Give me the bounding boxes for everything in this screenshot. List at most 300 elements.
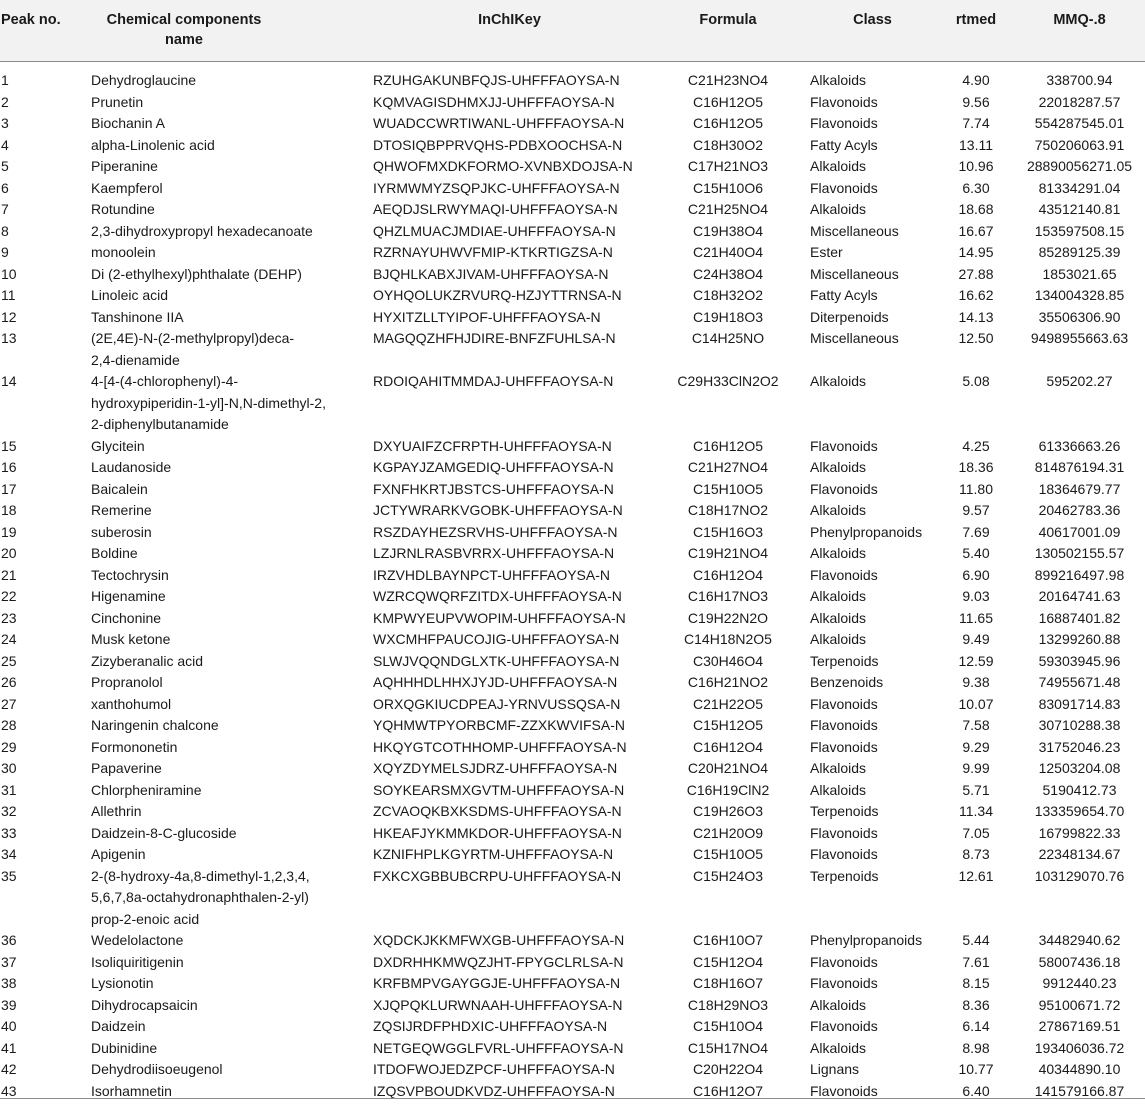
cell-chemical-name <box>91 436 145 458</box>
cell-chemical-name-line: prop-2-enoic acid <box>91 910 200 927</box>
cell-mmq: 153597508.15 <box>1034 222 1125 239</box>
table-bottom-rule <box>0 1098 1145 1099</box>
cell-class: Flavonoids <box>810 824 878 841</box>
cell-rtmed: 9.03 <box>962 588 990 604</box>
cell-chemical-name-line: Zizyberanalic acid <box>91 652 204 669</box>
cell-peak-no: 4 <box>1 136 9 153</box>
cell-formula: C19H38O4 <box>692 222 764 239</box>
cell-inchikey: OYHQOLUKZRVURQ-HZJYTTRNSA-N <box>373 287 622 303</box>
cell-chemical-name-line: Dehydroglaucine <box>91 72 197 88</box>
cell-rtmed: 12.59 <box>958 652 994 669</box>
cell-chemical-name-line: Higenamine <box>91 588 166 604</box>
table-row <box>0 543 1145 565</box>
table-row <box>0 156 1145 178</box>
cell-chemical-name-line: Glycitein <box>91 437 145 454</box>
cell-formula: C15H17NO4 <box>687 1039 769 1056</box>
cell-inchikey: HYXITZLLTYIPOF-UHFFFAOYSA-N <box>373 308 601 325</box>
header-chemical-name-line2: name <box>165 32 203 48</box>
cell-inchikey: LZJRNLRASBVRRX-UHFFFAOYSA-N <box>373 545 615 561</box>
table-body <box>0 70 1145 1102</box>
cell-inchikey: IRZVHDLBAYNPCT-UHFFFAOYSA-N <box>373 566 610 583</box>
cell-formula: C20H21NO4 <box>687 760 769 776</box>
cell-chemical-name-line: Biochanin A <box>91 115 165 131</box>
cell-mmq: 22348134.67 <box>1038 846 1121 862</box>
table-row <box>0 737 1145 759</box>
cell-chemical-name-line: hydroxypiperidin-1-yl]-N,N-dimethyl-2, <box>91 394 326 411</box>
table-row <box>0 1059 1145 1081</box>
cell-chemical-name <box>91 92 143 114</box>
cell-class: Alkaloids <box>810 201 867 217</box>
header-chemical-name <box>91 10 277 50</box>
cell-chemical-name <box>91 952 184 974</box>
cell-inchikey: RSZDAYHEZSRVHS-UHFFFAOYSA-N <box>373 523 618 540</box>
cell-mmq: 85289125.39 <box>1038 244 1121 260</box>
cell-inchikey: RZRNAYUHWVFMIP-KTKRTIGZSA-N <box>373 244 613 260</box>
cell-mmq: 899216497.98 <box>1034 566 1125 583</box>
header-formula: Formula <box>699 12 757 28</box>
cell-formula: C16H12O5 <box>692 437 764 454</box>
cell-mmq: 133359654.70 <box>1034 803 1125 819</box>
cell-chemical-name-line: Isoliquiritigenin <box>91 953 184 970</box>
cell-peak-no: 19 <box>1 523 17 540</box>
cell-class: Alkaloids <box>810 158 867 174</box>
cell-chemical-name <box>91 479 148 501</box>
cell-rtmed: 6.40 <box>962 1082 990 1099</box>
cell-formula: C16H17NO3 <box>687 588 769 604</box>
cell-chemical-name-line: Isorhamnetin <box>91 1082 172 1099</box>
cell-peak-no: 38 <box>1 975 17 991</box>
cell-chemical-name <box>91 565 169 587</box>
cell-mmq: 30710288.38 <box>1038 717 1121 733</box>
cell-mmq: 1853021.65 <box>1042 265 1117 282</box>
cell-chemical-name <box>91 264 302 286</box>
cell-formula: C16H12O4 <box>692 738 764 755</box>
cell-mmq: 16799822.33 <box>1038 824 1121 841</box>
cell-rtmed: 6.14 <box>962 1018 990 1034</box>
cell-class: Flavonoids <box>810 1082 878 1099</box>
cell-chemical-name-line: Laudanoside <box>91 459 172 475</box>
cell-chemical-name-line: Tanshinone IIA <box>91 308 184 325</box>
cell-class: Alkaloids <box>810 545 867 561</box>
cell-peak-no: 34 <box>1 846 17 862</box>
cell-formula: C17H21NO3 <box>687 158 769 174</box>
cell-class: Flavonoids <box>810 179 878 196</box>
cell-formula: C19H22N2O <box>687 609 769 626</box>
header-rtmed: rtmed <box>955 12 997 28</box>
cell-chemical-name-line: Dihydrocapsaicin <box>91 996 198 1013</box>
cell-formula: C19H18O3 <box>692 308 764 325</box>
cell-formula: C16H12O7 <box>692 1082 764 1099</box>
cell-formula: C16H10O7 <box>692 932 764 948</box>
cell-inchikey: ORXQGKIUCDPEAJ-YRNVUSSQSA-N <box>373 695 621 712</box>
cell-class: Miscellaneous <box>810 222 899 239</box>
cell-peak-no: 33 <box>1 824 17 841</box>
cell-class: Fatty Acyls <box>810 287 878 303</box>
cell-mmq: 22018287.57 <box>1038 93 1121 110</box>
cell-chemical-name <box>91 522 152 544</box>
cell-inchikey: KGPAYJZAMGEDIQ-UHFFFAOYSA-N <box>373 459 614 475</box>
cell-formula: C15H10O5 <box>692 846 764 862</box>
cell-class: Alkaloids <box>810 588 867 604</box>
cell-class: Phenylpropanoids <box>810 932 923 948</box>
cell-peak-no: 1 <box>1 72 9 88</box>
cell-rtmed: 5.44 <box>962 932 990 948</box>
cell-class: Flavonoids <box>810 1018 878 1034</box>
cell-chemical-name-line: 4-[4-(4-chlorophenyl)-4- <box>91 373 239 389</box>
cell-mmq: 595202.27 <box>1046 373 1113 389</box>
cell-rtmed: 13.11 <box>959 136 993 153</box>
cell-chemical-name-line: Linoleic acid <box>91 287 169 303</box>
table-row <box>0 307 1145 329</box>
cell-inchikey: ITDOFWOJEDZPCF-UHFFFAOYSA-N <box>373 1061 615 1077</box>
cell-mmq: 74955671.48 <box>1038 674 1121 690</box>
cell-chemical-name <box>91 500 152 522</box>
cell-inchikey: ZCVAOQKBXKSDMS-UHFFFAOYSA-N <box>373 803 622 819</box>
cell-chemical-name-line: Piperanine <box>91 158 158 174</box>
cell-peak-no: 25 <box>1 652 17 669</box>
cell-chemical-name <box>91 866 310 931</box>
cell-rtmed: 12.61 <box>958 867 994 884</box>
cell-mmq: 35506306.90 <box>1038 308 1121 325</box>
cell-class: Ester <box>810 244 843 260</box>
cell-chemical-name-line: Kaempferol <box>91 179 163 196</box>
cell-mmq: 27867169.51 <box>1038 1018 1121 1034</box>
cell-peak-no: 26 <box>1 674 17 690</box>
cell-formula: C15H10O5 <box>692 480 764 497</box>
cell-class: Terpenoids <box>810 652 879 669</box>
cell-chemical-name <box>91 651 203 673</box>
cell-formula: C15H10O4 <box>692 1018 764 1034</box>
header-chemical-name-line1: Chemical components <box>106 12 262 28</box>
cell-rtmed: 5.71 <box>962 781 990 798</box>
cell-mmq: 9498955663.63 <box>1030 330 1129 346</box>
cell-peak-no: 12 <box>1 308 17 325</box>
cell-class: Alkaloids <box>810 609 867 626</box>
cell-inchikey: QHWOFMXDKFORMO-XVNBXDOJSA-N <box>373 158 633 174</box>
cell-formula: C21H27NO4 <box>687 459 769 475</box>
table-row <box>0 995 1145 1017</box>
cell-chemical-name-line: alpha-Linolenic acid <box>91 136 215 153</box>
cell-peak-no: 43 <box>1 1082 17 1099</box>
cell-chemical-name-line: xanthohumol <box>91 695 172 712</box>
cell-peak-no: 40 <box>1 1018 17 1034</box>
cell-peak-no: 2 <box>1 93 9 110</box>
cell-chemical-name-line: 5,6,7,8a-octahydronaphthalen-2-yl) <box>91 889 309 905</box>
cell-peak-no: 3 <box>1 115 9 131</box>
cell-formula: C21H40O4 <box>692 244 764 260</box>
cell-formula: C16H12O4 <box>692 566 764 583</box>
table-header <box>0 0 1145 62</box>
cell-inchikey: MAGQQZHFHJDIRE-BNFZFUHLSA-N <box>373 330 616 346</box>
cell-peak-no: 22 <box>1 588 17 604</box>
table-row <box>0 586 1145 608</box>
cell-formula: C15H24O3 <box>692 867 764 884</box>
cell-chemical-name <box>91 801 142 823</box>
cell-chemical-name-line: Formononetin <box>91 738 178 755</box>
cell-inchikey: NETGEQWGGLFVRL-UHFFFAOYSA-N <box>373 1039 624 1056</box>
cell-peak-no: 8 <box>1 222 9 239</box>
cell-class: Alkaloids <box>810 1039 867 1056</box>
cell-formula: C15H12O5 <box>692 717 764 733</box>
cell-class: Flavonoids <box>810 846 878 862</box>
cell-chemical-name <box>91 221 313 243</box>
cell-mmq: 81334291.04 <box>1038 179 1121 196</box>
cell-mmq: 20462783.36 <box>1038 502 1121 518</box>
cell-chemical-name <box>91 135 215 157</box>
cell-chemical-name-line: (2E,4E)-N-(2-methylpropyl)deca- <box>91 330 295 346</box>
cell-formula: C15H12O4 <box>692 953 764 970</box>
cell-inchikey: KQMVAGISDHMXJJ-UHFFFAOYSA-N <box>373 93 615 110</box>
cell-rtmed: 10.07 <box>958 695 994 712</box>
cell-mmq: 28890056271.05 <box>1026 158 1133 174</box>
cell-rtmed: 14.13 <box>958 308 994 325</box>
cell-chemical-name <box>91 457 171 479</box>
cell-mmq: 40344890.10 <box>1038 1061 1121 1077</box>
cell-formula: C18H29NO3 <box>687 996 769 1013</box>
table-row <box>0 565 1145 587</box>
cell-class: Alkaloids <box>810 781 867 798</box>
cell-inchikey: XQDCKJKKMFWXGB-UHFFFAOYSA-N <box>373 932 625 948</box>
cell-class: Alkaloids <box>810 631 867 647</box>
cell-class: Lignans <box>810 1061 860 1077</box>
table-row <box>0 264 1145 286</box>
cell-peak-no: 37 <box>1 953 17 970</box>
cell-formula: C15H16O3 <box>692 523 764 540</box>
cell-class: Phenylpropanoids <box>810 523 923 540</box>
cell-chemical-name-line: Dubinidine <box>91 1039 158 1056</box>
cell-formula: C16H21NO2 <box>687 674 769 690</box>
cell-class: Flavonoids <box>810 695 878 712</box>
cell-inchikey: DXYUAIFZCFRPTH-UHFFFAOYSA-N <box>373 437 612 454</box>
cell-inchikey: WXCMHFPAUCOJIG-UHFFFAOYSA-N <box>373 631 620 647</box>
cell-mmq: 141579166.87 <box>1034 1082 1125 1099</box>
header-mmq: MMQ-.8 <box>1053 12 1106 28</box>
cell-chemical-name-line: Daidzein-8-C-glucoside <box>91 824 237 841</box>
cell-mmq: 103129070.76 <box>1034 867 1125 884</box>
cell-rtmed: 18.68 <box>958 201 994 217</box>
cell-peak-no: 39 <box>1 996 17 1013</box>
cell-chemical-name-line: Daidzein <box>91 1018 146 1034</box>
cell-rtmed: 9.57 <box>962 502 990 518</box>
table-row <box>0 70 1145 92</box>
cell-peak-no: 30 <box>1 760 17 776</box>
cell-rtmed: 7.69 <box>962 523 990 540</box>
cell-chemical-name <box>91 758 162 780</box>
cell-inchikey: FXNFHKRTJBSTCS-UHFFFAOYSA-N <box>373 480 614 497</box>
cell-mmq: 43512140.81 <box>1038 201 1121 217</box>
table-row <box>0 436 1145 458</box>
cell-chemical-name <box>91 694 171 716</box>
cell-chemical-name-line: Papaverine <box>91 760 162 776</box>
cell-chemical-name <box>91 156 158 178</box>
cell-class: Miscellaneous <box>810 330 899 346</box>
cell-formula: C21H25NO4 <box>687 201 769 217</box>
cell-chemical-name-line: Tectochrysin <box>91 566 169 583</box>
cell-chemical-name <box>91 844 146 866</box>
table-row <box>0 178 1145 200</box>
table-row <box>0 629 1145 651</box>
cell-formula: C16H12O5 <box>692 93 764 110</box>
cell-rtmed: 4.25 <box>962 437 990 454</box>
cell-rtmed: 9.99 <box>962 760 990 776</box>
cell-mmq: 61336663.26 <box>1038 437 1121 454</box>
cell-inchikey: AEQDJSLRWYMAQI-UHFFFAOYSA-N <box>373 201 618 217</box>
cell-chemical-name-line: 2-diphenylbutanamide <box>91 416 229 432</box>
cell-rtmed: 4.90 <box>962 72 990 88</box>
cell-mmq: 83091714.83 <box>1038 695 1121 712</box>
cell-rtmed: 9.49 <box>962 631 990 647</box>
table-row <box>0 608 1145 630</box>
cell-peak-no: 17 <box>1 480 17 497</box>
cell-class: Alkaloids <box>810 72 867 88</box>
cell-chemical-name-line: Propranolol <box>91 674 163 690</box>
cell-inchikey: QHZLMUACJMDIAE-UHFFFAOYSA-N <box>373 222 616 239</box>
cell-peak-no: 10 <box>1 265 17 282</box>
cell-inchikey: SOYKEARSMXGVTM-UHFFFAOYSA-N <box>373 781 625 798</box>
cell-chemical-name <box>91 178 163 200</box>
cell-chemical-name <box>91 1059 223 1081</box>
cell-class: Terpenoids <box>810 803 879 819</box>
cell-mmq: 814876194.31 <box>1034 459 1125 475</box>
cell-formula: C18H32O2 <box>692 287 764 303</box>
cell-chemical-name-line: suberosin <box>91 523 152 540</box>
cell-rtmed: 8.36 <box>962 996 990 1013</box>
cell-inchikey: RZUHGAKUNBFQJS-UHFFFAOYSA-N <box>373 72 620 88</box>
cell-chemical-name-line: 2,4-dienamide <box>91 351 180 368</box>
cell-mmq: 20164741.63 <box>1038 588 1121 604</box>
cell-chemical-name-line: Boldine <box>91 545 138 561</box>
table-row <box>0 801 1145 823</box>
cell-chemical-name-line: Chlorpheniramine <box>91 781 202 798</box>
table-row <box>0 457 1145 479</box>
cell-peak-no: 41 <box>1 1039 17 1056</box>
table-row <box>0 715 1145 737</box>
cell-peak-no: 36 <box>1 932 17 948</box>
cell-rtmed: 10.77 <box>958 1061 994 1077</box>
cell-chemical-name-line: Wedelolactone <box>91 932 184 948</box>
cell-rtmed: 10.96 <box>958 158 994 174</box>
cell-mmq: 34482940.62 <box>1038 932 1121 948</box>
cell-chemical-name <box>91 715 219 737</box>
cell-chemical-name-line: monoolein <box>91 244 156 260</box>
cell-chemical-name <box>91 543 138 565</box>
cell-formula: C18H30O2 <box>692 136 764 153</box>
table-row <box>0 500 1145 522</box>
table-row <box>0 844 1145 866</box>
cell-chemical-name <box>91 608 161 630</box>
cell-peak-no: 29 <box>1 738 17 755</box>
cell-inchikey: YQHMWTPYORBCMF-ZZXKWVIFSA-N <box>373 717 625 733</box>
cell-class: Alkaloids <box>810 502 867 518</box>
cell-formula: C14H18N2O5 <box>684 631 772 647</box>
cell-chemical-name <box>91 328 294 371</box>
cell-class: Flavonoids <box>810 115 878 131</box>
cell-peak-no: 21 <box>1 566 17 583</box>
cell-rtmed: 5.40 <box>962 545 990 561</box>
cell-formula: C29H33ClN2O2 <box>677 373 779 389</box>
cell-class: Alkaloids <box>810 373 867 389</box>
cell-mmq: 59303945.96 <box>1038 652 1121 669</box>
cell-rtmed: 9.29 <box>962 738 990 755</box>
cell-chemical-name-line: Naringenin chalcone <box>91 717 219 733</box>
cell-mmq: 193406036.72 <box>1034 1039 1125 1056</box>
cell-inchikey: RDOIQAHITMMDAJ-UHFFFAOYSA-N <box>373 373 614 389</box>
cell-mmq: 31752046.23 <box>1038 738 1121 755</box>
cell-peak-no: 15 <box>1 437 17 454</box>
cell-rtmed: 18.36 <box>958 459 994 475</box>
cell-mmq: 40617001.09 <box>1038 523 1121 540</box>
cell-chemical-name <box>91 199 155 221</box>
table-row <box>0 522 1145 544</box>
cell-peak-no: 16 <box>1 459 17 475</box>
cell-inchikey: XJQPQKLURWNAAH-UHFFFAOYSA-N <box>373 996 623 1013</box>
cell-chemical-name-line: Rotundine <box>91 201 155 217</box>
cell-mmq: 554287545.01 <box>1034 115 1125 131</box>
header-class: Class <box>853 12 892 28</box>
cell-chemical-name <box>91 371 326 436</box>
cell-peak-no: 24 <box>1 631 17 647</box>
cell-chemical-name <box>91 995 198 1017</box>
cell-rtmed: 7.61 <box>962 953 990 970</box>
cell-chemical-name <box>91 586 166 608</box>
cell-formula: C24H38O4 <box>692 265 764 282</box>
cell-peak-no: 14 <box>1 373 17 389</box>
cell-rtmed: 5.08 <box>962 373 990 389</box>
cell-inchikey: WZRCQWQRFZITDX-UHFFFAOYSA-N <box>373 588 622 604</box>
cell-formula: C14H25NO <box>691 330 765 346</box>
cell-mmq: 338700.94 <box>1046 72 1113 88</box>
cell-mmq: 9912440.23 <box>1042 975 1117 991</box>
cell-inchikey: ZQSIJRDFPHDXIC-UHFFFAOYSA-N <box>373 1018 608 1034</box>
cell-peak-no: 31 <box>1 781 17 798</box>
cell-chemical-name <box>91 672 163 694</box>
cell-inchikey: HKQYGTCOTHHOMP-UHFFFAOYSA-N <box>373 738 627 755</box>
cell-inchikey: KRFBMPVGAYGGJE-UHFFFAOYSA-N <box>373 975 621 991</box>
table-row <box>0 113 1145 135</box>
cell-chemical-name-line: Musk ketone <box>91 631 171 647</box>
cell-class: Flavonoids <box>810 717 878 733</box>
cell-rtmed: 11.80 <box>959 480 993 497</box>
cell-rtmed: 9.56 <box>962 93 990 110</box>
cell-peak-no: 9 <box>1 244 9 260</box>
cell-rtmed: 8.73 <box>962 846 990 862</box>
cell-formula: C21H23NO4 <box>687 72 769 88</box>
cell-inchikey: XQYZDYMELSJDRZ-UHFFFAOYSA-N <box>373 760 618 776</box>
cell-chemical-name-line: Dehydrodiisoeugenol <box>91 1061 223 1077</box>
cell-class: Diterpenoids <box>810 308 889 325</box>
cell-peak-no: 6 <box>1 179 9 196</box>
cell-inchikey: HKEAFJYKMMKDOR-UHFFFAOYSA-N <box>373 824 622 841</box>
cell-formula: C18H17NO2 <box>687 502 769 518</box>
cell-rtmed: 8.15 <box>962 975 990 991</box>
table-row <box>0 672 1145 694</box>
cell-mmq: 95100671.72 <box>1038 996 1121 1013</box>
cell-class: Benzenoids <box>810 674 884 690</box>
cell-formula: C21H22O5 <box>692 695 764 712</box>
table-row <box>0 135 1145 157</box>
cell-inchikey: FXKCXGBBUBCRPU-UHFFFAOYSA-N <box>373 867 622 884</box>
cell-rtmed: 14.95 <box>958 244 994 260</box>
cell-chemical-name-line: 2,3-dihydroxypropyl hexadecanoate <box>91 222 313 239</box>
cell-chemical-name-line: Apigenin <box>91 846 146 862</box>
cell-class: Miscellaneous <box>810 265 899 282</box>
cell-class: Fatty Acyls <box>810 136 878 153</box>
table-row <box>0 930 1145 952</box>
cell-peak-no: 27 <box>1 695 17 712</box>
table-row <box>0 328 1145 371</box>
cell-peak-no: 18 <box>1 502 17 518</box>
cell-class: Flavonoids <box>810 480 878 497</box>
